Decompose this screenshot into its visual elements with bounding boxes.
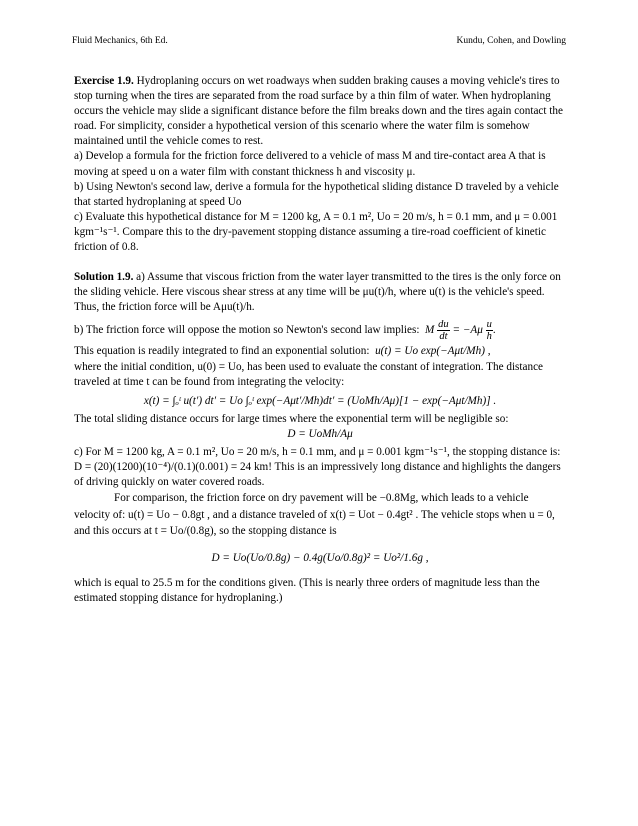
- book-title: Fluid Mechanics, 6th Ed.: [72, 36, 168, 46]
- total-distance-text: The total sliding distance occurs for large times where the exponential term will be negligible so:: [74, 412, 509, 425]
- exercise-part-a: a) Develop a formula for the friction force delivered to a vehicle of mass M and tire-contact area A that is moving at speed u on a water film with constant thickness h and viscosity μ.: [74, 150, 546, 178]
- total-distance-equation: D = UoMh/Aμ: [287, 427, 353, 440]
- fraction-u-h: $\frac{u}{h}$: [486, 319, 492, 343]
- solution-part-c: c) For M = 1200 kg, A = 0.1 m², Uo = 20 m/s, h = 0.1 mm, and μ = 0.001 kgm⁻¹s⁻¹, the stopping distance is: D = (20)(1200)(10⁻⁴)/(0.1)(0.001) = 24 km! This is an impressively long distance and highlights the dangers of driving quickly on water covered roads.: [74, 445, 561, 489]
- initial-condition-text: where the initial condition, u(0) = Uo, has been used to evaluate the constant of integration. The distance traveled at time t can be found from integrating the velocity:: [74, 360, 544, 388]
- exercise-part-c: c) Evaluate this hypothetical distance for M = 1200 kg, A = 0.1 m², Uo = 20 m/s, h = 0.1 mm, and μ = 0.001 kgm⁻¹s⁻¹. Compare this to the dry-pavement stopping distance assuming a tire-road coefficient of kinetic friction of 0.8.: [74, 210, 558, 254]
- stopping-distance-equation: D = Uo(Uo/0.8g) − 0.4g(Uo/0.8g)² = Uo²/1.6g ,: [211, 551, 429, 564]
- newton-lhs: M: [425, 324, 435, 337]
- closing-paragraph: which is equal to 25.5 m for the conditions given. (This is nearly three orders of magnitude less than the estimated stopping distance for hydroplaning.): [74, 576, 540, 604]
- exercise-intro-text: Hydroplaning occurs on wet roadways when sudden braking causes a moving vehicle's tires to stop turning when the tires are separated from the road surface by a thin film of water. When hydroplaning occurs the vehicle may slide a significant distance before the film breaks down and the tires again contact the road. For simplicity, consider a hypothetical version of this scenario where the water film is somehow maintained until the vehicle comes to rest.: [74, 75, 563, 148]
- exp-equation: u(t) = Uo exp(−Aμt/Mh) ,: [375, 345, 491, 358]
- solution-part-b: b) The friction force will oppose the motion so Newton's second law implies: M $\frac{du}{dt}$ = −Aμ $\frac{u}{h}$ .: [74, 319, 496, 343]
- exercise-part-b: b) Using Newton's second law, derive a formula for the hypothetical sliding distance D traveled by a vehicle that started hydroplaning at speed Uo: [74, 180, 559, 208]
- exercise-label: Exercise 1.9.: [74, 75, 134, 87]
- page-header: [72, 36, 566, 50]
- newton-intro: b) The friction force will oppose the motion so Newton's second law implies:: [74, 324, 420, 337]
- integral-equation: x(t) = ∫ₒᵗ u(t′) dt′ = Uo ∫ₒᵗ exp(−Aμt′/Mh)dt′ = (UoMh/Aμ)[1 − exp(−Aμt/Mh)] .: [143, 394, 497, 407]
- solution-label: Solution 1.9.: [74, 271, 134, 284]
- comparison-paragraph: For comparison, the friction force on dry pavement will be −0.8Mg, which leads to a vehicle velocity of: u(t) = Uo − 0.8gt , and a distance traveled of x(t) = Uot − 0.4gt² . The vehicle stops when u = 0, and this occurs at t = Uo/(0.8g), so the stopping distance is: [74, 492, 555, 538]
- document-body: [74, 74, 566, 606]
- fraction-du-dt: $\frac{du}{dt}$: [438, 319, 449, 343]
- exp-solution-line: This equation is readily integrated to find an exponential solution: u(t) = Uo exp(−Aμt/Mh) ,: [74, 345, 491, 358]
- authors: Kundu, Cohen, and Dowling: [456, 36, 566, 46]
- exercise-intro: [74, 74, 566, 149]
- solution-part-a: [74, 270, 566, 315]
- solution-part-a-text: a) Assume that viscous friction from the water layer transmitted to the tires is the only force on the sliding vehicle. Here viscous shear stress at any time will be μu(t)/h, where u(t) is the vehicle's speed. Thus, the friction force will be Aμu(t)/h.: [74, 271, 561, 314]
- newton-mid: = −Aμ: [452, 324, 483, 337]
